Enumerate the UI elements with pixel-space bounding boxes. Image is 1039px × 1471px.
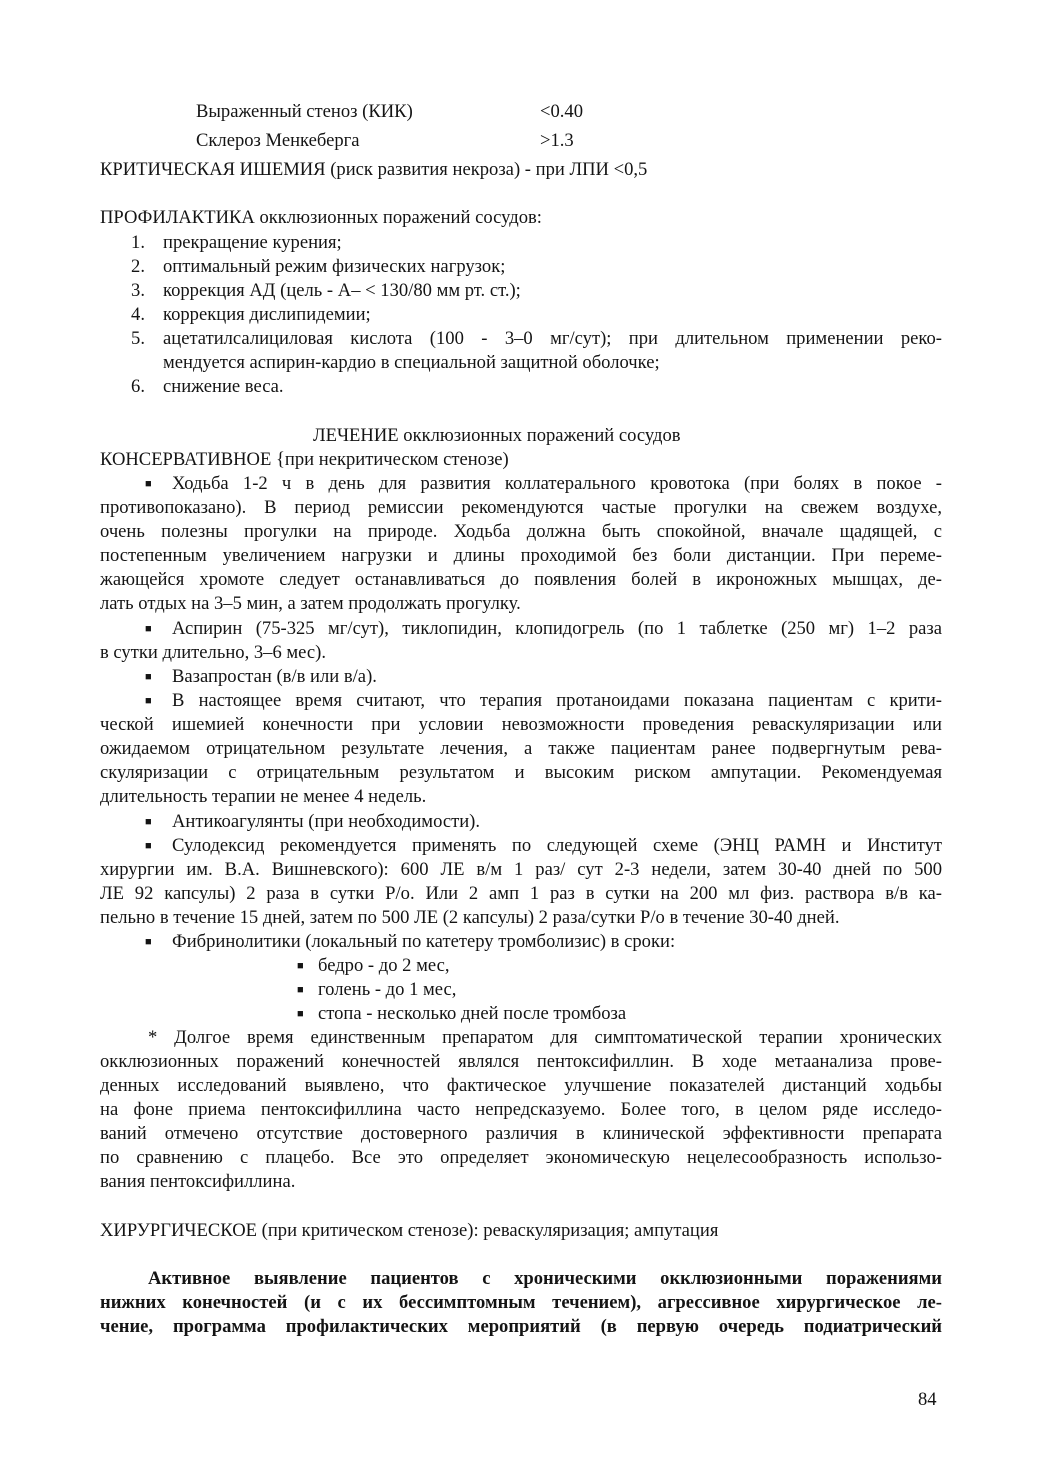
list-number: 2. [131, 256, 145, 277]
text-line: пельно в течение 15 дней, затем по 500 ЛЕ (2 капсулы) 2 раза/сутки Р/о в течение 30-40 дней. [100, 907, 840, 928]
text-line: ваний отмечено отсутствие достоверного различия в клинической эффективности препарата [100, 1123, 942, 1144]
sub-item: стопа - несколько дней после тромбоза [318, 1003, 627, 1024]
text-line: Ходьба 1-2 ч в день для развития коллатерального кровотока (при болях в покое - [172, 473, 942, 494]
sub-item: бедро - до 2 мес, [318, 955, 450, 976]
treatment-heading: ЛЕЧЕНИЕ окклюзионных поражений сосудов [313, 425, 681, 446]
text-line: Аспирин (75-325 мг/сут), тиклопидин, клопидогрель (по 1 таблетке (250 мг) 1–2 раза [172, 618, 942, 639]
text-line: по сравнению с плацебо. Все это определяет экономическую нецелесообразность использо- [100, 1147, 942, 1168]
list-item: коррекция АД (цель - А– < 130/80 мм рт. ст.); [163, 280, 521, 301]
bullet-icon: ■ [297, 960, 304, 972]
bullet-paragraph [100, 617, 942, 665]
list-item: снижение веса. [163, 376, 284, 397]
bullet-icon: ■ [145, 478, 152, 490]
text-line: ЛЕ 92 капсулы) 2 раза в сутки Р/о. Или 2 амп 1 раз в сутки на 200 мл физ. раствора в/в ка- [100, 883, 942, 904]
bullet-paragraph [100, 689, 942, 809]
list-item [163, 327, 942, 375]
note-paragraph [100, 1026, 942, 1194]
stenosis-value: >1.3 [540, 130, 574, 151]
text-line: ацетатилсалициловая кислота (100 - 3–0 мг/сут); при длительном применении реко- [163, 328, 942, 349]
text-line: мендуется аспирин-кардио в специальной защитной оболочке; [163, 352, 660, 373]
critical-ischemia-line: КРИТИЧЕСКАЯ ИШЕМИЯ (риск развития некроза) - при ЛПИ <0,5 [100, 159, 648, 180]
list-item: оптимальный режим физических нагрузок; [163, 256, 506, 277]
bullet-icon: ■ [145, 936, 152, 948]
text-line: скуляризации с отрицательным результатом и высоким риском ампутации. Рекомендуемая [100, 762, 942, 783]
list-number: 3. [131, 280, 145, 301]
surgical-line: ХИРУРГИЧЕСКОЕ (при критическом стенозе): реваскуляризация; ампутация [100, 1220, 719, 1241]
list-number: 6. [131, 376, 145, 397]
sub-item: голень - до 1 мес, [318, 979, 457, 1000]
text-line: вания пентоксифиллина. [100, 1171, 296, 1192]
text-line: очень полезны прогулки на природе. Ходьба должна быть спокойной, вначале щадящей, с [100, 521, 942, 542]
text-line: чение, программа профилактических мероприятий (в первую очередь подиатрический [100, 1316, 942, 1337]
text-line: ожидаемом отрицательном результате лечения, а также пациентам ранее подвергнутым рева- [100, 738, 942, 759]
text-line: лать отдых на 3–5 мин, а затем продолжать прогулку. [100, 593, 521, 614]
text-line: на фоне приема пентоксифиллина часто непредсказуемо. Более того, в целом ряде исследо- [100, 1099, 942, 1120]
conservative-heading: КОНСЕРВАТИВНОЕ {при некритическом стенозе) [100, 449, 509, 470]
text-line: жающейся хромоте следует останавливаться до появления болей в икроножных мышцах, де- [100, 569, 942, 590]
stenosis-label: Склероз Менкеберга [196, 130, 360, 151]
bullet-icon: ■ [145, 816, 152, 828]
list-item: коррекция дислипидемии; [163, 304, 371, 325]
bullet-icon: ■ [297, 984, 304, 996]
bullet-icon: ■ [145, 840, 152, 852]
text-line: в сутки длительно, 3–6 мес). [100, 642, 326, 663]
bold-paragraph [100, 1267, 942, 1339]
bullet-text: Вазапростан (в/в или в/а). [172, 666, 377, 687]
bullet-text: Фибринолитики (локальный по катетеру тромболизис) в сроки: [172, 931, 676, 952]
bullet-paragraph [100, 834, 942, 930]
text-line: постепенным увеличением нагрузки и длины проходимой без боли дистанции. При переме- [100, 545, 942, 566]
bullet-text: Антикоагулянты (при необходимости). [172, 811, 480, 832]
bullet-icon: ■ [145, 623, 152, 635]
bullet-paragraph [100, 472, 942, 616]
text-line: В настоящее время считают, что терапия протаноидами показана пациентам с крити- [172, 690, 942, 711]
stenosis-label: Выраженный стеноз (КИК) [196, 101, 413, 122]
text-line: Активное выявление пациентов с хроническими окклюзионными поражениями [148, 1268, 942, 1289]
text-line: противопоказано). В период ремиссии рекомендуются частые прогулки на свежем воздухе, [100, 497, 942, 518]
page-number: 84 [918, 1389, 937, 1410]
text-line: длительность терапии не менее 4 недель. [100, 786, 427, 807]
list-number: 1. [131, 232, 145, 253]
bullet-icon: ■ [297, 1008, 304, 1020]
text-line: окклюзионных поражений конечностей являлся пентоксифиллин. В ходе метаанализа прове- [100, 1051, 942, 1072]
list-number: 5. [131, 328, 145, 349]
list-item: прекращение курения; [163, 232, 342, 253]
text-line: * Долгое время единственным препаратом для симптоматической терапии хронических [148, 1027, 942, 1048]
text-line: денных исследований выявлено, что фактическое улучшение показателей дистанций ходьбы [100, 1075, 942, 1096]
prevention-heading: ПРОФИЛАКТИКА окклюзионных поражений сосудов: [100, 207, 542, 228]
list-number: 4. [131, 304, 145, 325]
text-line: нижних конечностей (и с их бессимптомным течением), агрессивное хирургическое ле- [100, 1292, 942, 1313]
bullet-icon: ■ [145, 695, 152, 707]
bullet-icon: ■ [145, 671, 152, 683]
text-line: ческой ишемией конечности при условии невозможности проведения реваскуляризации или [100, 714, 942, 735]
text-line: хирургии им. В.А. Вишневского): 600 ЛЕ в/м 1 раз/ сут 2-3 недели, затем 30-40 дней по 500 [100, 859, 942, 880]
text-line: Сулодексид рекомендуется применять по следующей схеме (ЭНЦ РАМН и Институт [172, 835, 942, 856]
stenosis-value: <0.40 [540, 101, 584, 122]
